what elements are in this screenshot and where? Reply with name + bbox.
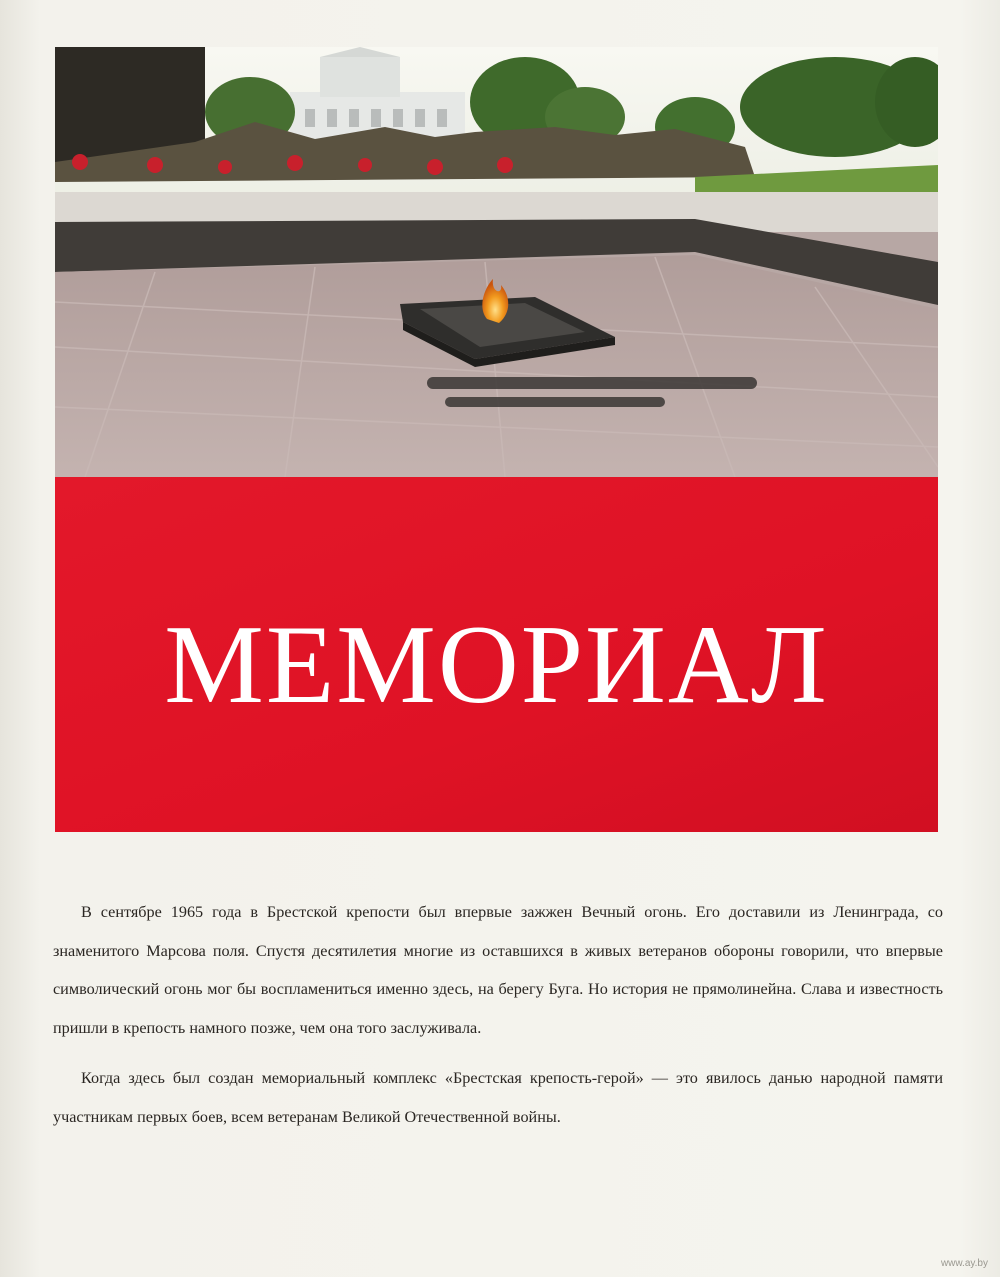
eternal-flame-photo [55,47,938,477]
photo-illustration [55,47,938,477]
watermark: www.ay.by [940,1258,988,1269]
page-title: МЕМОРИАЛ [164,603,829,727]
article-body [53,893,943,1148]
paragraph: Когда здесь был создан мемориальный комплекс «Брестская крепость-герой» — это явилось данью народной памяти участникам первых боев, всем ветеранам Великой Отечественной войны. [53,1069,943,1126]
title-banner [55,477,938,832]
paragraph: В сентябре 1965 года в Брестской крепости был впервые зажжен Вечный огонь. Его доставили из Ленинграда, со знаменитого Марсова поля. Спустя десятилетия многие из оставшихся в живых ветеранов обороны говорили, что впервые символический огонь мог бы воспламениться именно здесь, на берегу Буга. Но история не прямолинейна. Слава и известность пришли в крепость намного позже, чем она того заслуживала. [53,903,943,1037]
